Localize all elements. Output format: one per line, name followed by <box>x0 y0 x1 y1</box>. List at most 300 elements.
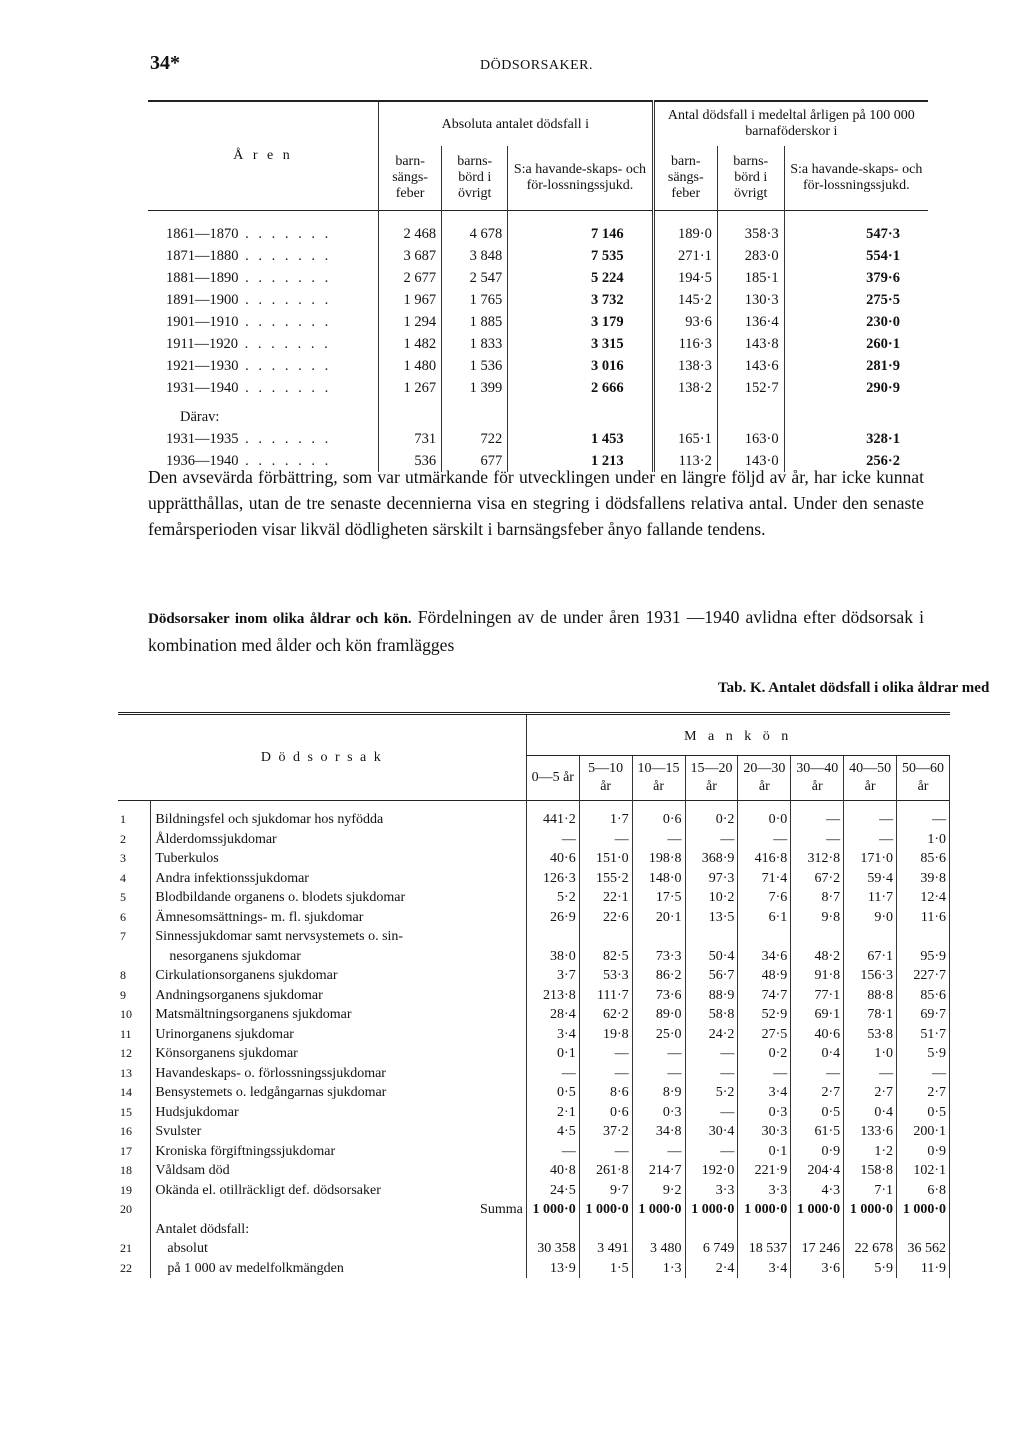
cell-5: 204·4 <box>791 1161 844 1181</box>
spacer-cell <box>148 211 379 223</box>
row-cause <box>151 1122 526 1142</box>
table-row <box>118 1181 950 1201</box>
cell-4 <box>738 927 791 947</box>
cell-7: 5·9 <box>897 1044 950 1064</box>
row-number: 19 <box>118 1181 151 1201</box>
cell-7: 85·6 <box>897 986 950 1006</box>
cell-2: — <box>632 1064 685 1084</box>
cell-2: 9·2 <box>632 1181 685 1201</box>
cell-2: 89·0 <box>632 1005 685 1025</box>
cell-1: 722 <box>442 428 508 450</box>
col-years-header: Å r e n <box>148 101 379 211</box>
cell-0: 1 000·0 <box>526 1200 579 1220</box>
cell-1: 151·0 <box>579 849 632 869</box>
cell-7: 0·5 <box>897 1103 950 1123</box>
cell-5: 0·4 <box>791 1044 844 1064</box>
table-row <box>148 355 928 377</box>
cell-0: 2 677 <box>379 267 442 289</box>
cell-7: 11·9 <box>897 1259 950 1279</box>
years-label: 1871—1880 <box>166 247 239 264</box>
cell-3: 116·3 <box>653 333 717 355</box>
cell-7: 69·7 <box>897 1005 950 1025</box>
cell-5: 281·9 <box>866 357 900 374</box>
spacer-cell <box>717 399 784 428</box>
cell-2: 17·5 <box>632 888 685 908</box>
row-cause <box>151 849 526 869</box>
cause-label: Andra infektionssjukdomar <box>155 870 309 886</box>
cell-5: — <box>791 830 844 850</box>
cell-1: 9·7 <box>579 1181 632 1201</box>
age-header-1: 5—10 år <box>579 755 632 800</box>
cell-4: 0·1 <box>738 1142 791 1162</box>
cell-0 <box>526 927 579 947</box>
cause-label: absolut <box>167 1241 208 1256</box>
cell-3: 13·5 <box>685 908 738 928</box>
cell-7: 102·1 <box>897 1161 950 1181</box>
cell-5: 4·3 <box>791 1181 844 1201</box>
cell-4: 185·1 <box>717 267 784 289</box>
darav-row <box>148 399 928 428</box>
cell-1: 3 848 <box>442 245 508 267</box>
row-cause <box>151 1142 526 1162</box>
cell-5: — <box>791 810 844 830</box>
count-label-row <box>118 1220 950 1240</box>
years-label: 1911—1920 <box>166 335 238 352</box>
cell-6: — <box>844 1064 897 1084</box>
group-men-header: M a n k ö n <box>526 714 949 756</box>
row-years <box>148 245 379 267</box>
cell-7: 11·6 <box>897 908 950 928</box>
cell-7 <box>897 927 950 947</box>
age-header-7: 50—60 år <box>897 755 950 800</box>
cell-2: 1 000·0 <box>632 1200 685 1220</box>
spacer-cell <box>579 1220 632 1240</box>
running-title: DÖDSORSAKER. <box>480 58 593 73</box>
spacer-cell <box>442 399 508 428</box>
cell-3 <box>685 927 738 947</box>
cell-7: 36 562 <box>897 1239 950 1259</box>
cell-1: 8·6 <box>579 1083 632 1103</box>
cell-0: 0·1 <box>526 1044 579 1064</box>
cell-5: 275·5 <box>866 291 900 308</box>
age-header-2: 10—15 år <box>632 755 685 800</box>
cell-2: 2 666 <box>508 377 653 399</box>
cell-3: 97·3 <box>685 869 738 889</box>
cell-6: 1·2 <box>844 1142 897 1162</box>
cell-5: 8·7 <box>791 888 844 908</box>
spacer-cell <box>717 211 784 223</box>
cell-1: 62·2 <box>579 1005 632 1025</box>
row-number: 3 <box>118 849 151 869</box>
cell-0: 5·2 <box>526 888 579 908</box>
row-cause <box>151 1103 526 1123</box>
age-header-5: 30—40 år <box>791 755 844 800</box>
cell-3: 93·6 <box>653 311 717 333</box>
spacer-cell <box>632 1220 685 1240</box>
row-years <box>148 223 379 245</box>
cell-5: 40·6 <box>791 1025 844 1045</box>
table-row <box>148 377 928 399</box>
cell-7: 51·7 <box>897 1025 950 1045</box>
cell-6: 59·4 <box>844 869 897 889</box>
cell-2: 3 480 <box>632 1239 685 1259</box>
spacer-cell <box>151 800 526 810</box>
cell-3: 58·8 <box>685 1005 738 1025</box>
cell-3: 113·2 <box>653 450 717 472</box>
cell-2: 86·2 <box>632 966 685 986</box>
row-number: 8 <box>118 966 151 986</box>
spacer-cell <box>791 1220 844 1240</box>
cell-7: 39·8 <box>897 869 950 889</box>
row-number: 12 <box>118 1044 151 1064</box>
cell-1: 111·7 <box>579 986 632 1006</box>
table-k-caption: Tab. K. Antalet dödsfall i olika åldrar med <box>718 680 990 696</box>
cell-1: 677 <box>442 450 508 472</box>
years-label: 1881—1890 <box>166 269 239 286</box>
cell-5: 17 246 <box>791 1239 844 1259</box>
cell-7: 1 000·0 <box>897 1200 950 1220</box>
cell-0: 4·5 <box>526 1122 579 1142</box>
cell-1: — <box>579 1044 632 1064</box>
cell-5: 2·7 <box>791 1083 844 1103</box>
cell-5: — <box>791 1064 844 1084</box>
row-cause <box>151 1025 526 1045</box>
row-cause <box>151 888 526 908</box>
cause-label: Havandeskaps- o. förlossningssjukdomar <box>155 1065 386 1081</box>
row-number: 16 <box>118 1122 151 1142</box>
cause-label: Ålderdomssjukdomar <box>155 831 277 847</box>
leader-dots: . . . . . . . <box>238 379 332 396</box>
row-cause <box>151 1083 526 1103</box>
row-cause <box>151 927 526 947</box>
cell-3: 0·2 <box>685 810 738 830</box>
cell-1: 1 536 <box>442 355 508 377</box>
cell-3: — <box>685 1064 738 1084</box>
cell-7: — <box>897 1064 950 1084</box>
cell-1: — <box>579 1142 632 1162</box>
cell-0: — <box>526 1064 579 1084</box>
row-number: 7 <box>118 927 151 947</box>
cell-0: — <box>526 830 579 850</box>
table-row <box>118 1064 950 1084</box>
cell-0: 13·9 <box>526 1259 579 1279</box>
subheader-2: S:a havande-skaps- och för-lossningssjukd. <box>508 146 653 211</box>
paragraph-2-lead: Dödsorsaker inom olika åldrar och kön. <box>148 611 412 627</box>
cell-2: — <box>632 1044 685 1064</box>
table-row <box>118 830 950 850</box>
row-cause <box>151 810 526 830</box>
cell-3: 138·2 <box>653 377 717 399</box>
cell-0: 1 482 <box>379 333 442 355</box>
spacer-cell <box>897 800 950 810</box>
cell-7: 95·9 <box>897 947 950 967</box>
cell-6: 11·7 <box>844 888 897 908</box>
row-years <box>148 267 379 289</box>
cell-0: 441·2 <box>526 810 579 830</box>
cell-1: 53·3 <box>579 966 632 986</box>
cell-6 <box>844 927 897 947</box>
cell-4: 1 000·0 <box>738 1200 791 1220</box>
table-row <box>118 927 950 947</box>
row-number: 10 <box>118 1005 151 1025</box>
row-cause <box>151 1200 526 1220</box>
cell-6: 22 678 <box>844 1239 897 1259</box>
leader-dots: . . . . . . . <box>238 269 332 286</box>
cause-label: Urinorganens sjukdomar <box>155 1026 294 1042</box>
cell-6: 5·9 <box>844 1259 897 1279</box>
cell-0: 24·5 <box>526 1181 579 1201</box>
row-cause <box>151 1044 526 1064</box>
cell-2: 1·3 <box>632 1259 685 1279</box>
table-row <box>118 810 950 830</box>
cell-3: 194·5 <box>653 267 717 289</box>
spacer-row <box>148 211 928 223</box>
row-number <box>118 947 151 967</box>
cell-5: 0·9 <box>791 1142 844 1162</box>
cell-0: 30 358 <box>526 1239 579 1259</box>
cell-6: — <box>844 830 897 850</box>
cell-3: — <box>685 830 738 850</box>
cell-6: 0·4 <box>844 1103 897 1123</box>
row-cause <box>151 1259 526 1279</box>
cell-4: 6·1 <box>738 908 791 928</box>
cause-label: Kroniska förgiftningssjukdomar <box>155 1143 336 1159</box>
subheader-0: barn-sängs-feber <box>379 146 442 211</box>
row-number: 11 <box>118 1025 151 1045</box>
cell-0: 28·4 <box>526 1005 579 1025</box>
cell-7: 12·4 <box>897 888 950 908</box>
cell-1: 2 547 <box>442 267 508 289</box>
cell-3: — <box>685 1044 738 1064</box>
spacer-cell <box>791 800 844 810</box>
spacer-cell <box>685 800 738 810</box>
leader-dots: . . . . . . . <box>238 313 332 330</box>
cell-4: 30·3 <box>738 1122 791 1142</box>
years-label: 1891—1900 <box>166 291 239 308</box>
cell-4: 283·0 <box>717 245 784 267</box>
cause-label: Sinnessjukdomar samt nervsystemets o. sin- <box>155 929 404 944</box>
cell-1: 4 678 <box>442 223 508 245</box>
cell-1: 3 491 <box>579 1239 632 1259</box>
row-number: 21 <box>118 1239 151 1259</box>
cell-3: 24·2 <box>685 1025 738 1045</box>
row-number: 2 <box>118 830 151 850</box>
table-row <box>118 966 950 986</box>
cell-6: 133·6 <box>844 1122 897 1142</box>
spacer-cell <box>508 211 653 223</box>
cell-7: 85·6 <box>897 849 950 869</box>
spacer-cell <box>653 211 717 223</box>
cell-4: 416·8 <box>738 849 791 869</box>
table-row <box>148 428 928 450</box>
row-number: 15 <box>118 1103 151 1123</box>
cell-0: 3 687 <box>379 245 442 267</box>
cause-label: Blodbildande organens o. blodets sjukdomar <box>155 890 406 905</box>
age-header-6: 40—50 år <box>844 755 897 800</box>
cause-label: Bildningsfel och sjukdomar hos nyfödda <box>155 812 384 827</box>
per1000-row <box>118 1259 950 1279</box>
cell-6: 1·0 <box>844 1044 897 1064</box>
leader-dots: . . . . . . . <box>238 247 332 264</box>
cell-0: 26·9 <box>526 908 579 928</box>
cell-5: 256·2 <box>866 452 900 469</box>
cell-1: 19·8 <box>579 1025 632 1045</box>
cell-2: 7 535 <box>508 245 653 267</box>
count-label: Antalet dödsfall: <box>151 1220 526 1240</box>
table-row <box>118 1142 950 1162</box>
cause-label: Matsmältningsorganens sjukdomar <box>155 1007 352 1022</box>
cell-3: 192·0 <box>685 1161 738 1181</box>
leader-dots: . . . . . . . <box>238 225 332 242</box>
cell-1: 22·1 <box>579 888 632 908</box>
group-absolute-header: Absoluta antalet dödsfall i <box>379 101 654 146</box>
cell-2: — <box>632 830 685 850</box>
years-label: 1901—1910 <box>166 313 239 330</box>
cause-label: Tuberkulos <box>155 851 219 866</box>
cell-5: 77·1 <box>791 986 844 1006</box>
row-number: 17 <box>118 1142 151 1162</box>
table-row <box>118 849 950 869</box>
spacer-cell <box>526 1220 579 1240</box>
cell-1: 1 885 <box>442 311 508 333</box>
cause-label: Andningsorganens sjukdomar <box>155 987 323 1003</box>
table-row <box>118 1025 950 1045</box>
cell-7: — <box>897 810 950 830</box>
cell-1: 22·6 <box>579 908 632 928</box>
cell-4: — <box>738 830 791 850</box>
subheader-3: barn-sängs-feber <box>653 146 717 211</box>
spacer-cell <box>526 800 579 810</box>
cell-3: 88·9 <box>685 986 738 1006</box>
cell-4: 358·3 <box>717 223 784 245</box>
table-row <box>118 1083 950 1103</box>
row-years <box>148 355 379 377</box>
years-label: 1931—1935 <box>166 430 239 447</box>
leader-dots: . . . . . . . <box>238 291 332 308</box>
cell-4: 3·4 <box>738 1083 791 1103</box>
spacer-cell <box>579 800 632 810</box>
cell-2: 7 146 <box>508 223 653 245</box>
row-cause <box>151 966 526 986</box>
years-label: 1931—1940 <box>166 379 239 396</box>
cell-3: 5·2 <box>685 1083 738 1103</box>
cell-4: 34·6 <box>738 947 791 967</box>
row-number: 1 <box>118 810 151 830</box>
cell-1: 37·2 <box>579 1122 632 1142</box>
cell-2: 3 732 <box>508 289 653 311</box>
cell-0: 0·5 <box>526 1083 579 1103</box>
cell-6: 67·1 <box>844 947 897 967</box>
cell-5: 379·6 <box>866 269 900 286</box>
table-row <box>148 245 928 267</box>
cell-5: 91·8 <box>791 966 844 986</box>
cell-4: — <box>738 1064 791 1084</box>
cell-3: 165·1 <box>653 428 717 450</box>
cell-0: 536 <box>379 450 442 472</box>
cell-2: 1 453 <box>508 428 653 450</box>
spacer-cell <box>508 399 653 428</box>
cell-2: 198·8 <box>632 849 685 869</box>
cell-4: 221·9 <box>738 1161 791 1181</box>
spacer-cell <box>784 399 928 428</box>
cell-2: 8·9 <box>632 1083 685 1103</box>
cell-2: 25·0 <box>632 1025 685 1045</box>
leader-dots: . . . . . . . <box>237 335 331 352</box>
table-row <box>118 869 950 889</box>
cell-2: 3 315 <box>508 333 653 355</box>
cause-label: nesorganens sjukdomar <box>169 948 301 964</box>
cell-3: 145·2 <box>653 289 717 311</box>
cell-1: 1 833 <box>442 333 508 355</box>
cause-label: Svulster <box>155 1124 202 1139</box>
row-number: 9 <box>118 986 151 1006</box>
cell-5: 328·1 <box>866 430 900 447</box>
table-row <box>118 986 950 1006</box>
cell-2: 73·6 <box>632 986 685 1006</box>
cell-4: 136·4 <box>717 311 784 333</box>
cell-4: 74·7 <box>738 986 791 1006</box>
cell-0: 1 967 <box>379 289 442 311</box>
cell-1: 0·6 <box>579 1103 632 1123</box>
cause-label: Summa <box>480 1202 523 1217</box>
cause-label: Bensystemets o. ledgångarnas sjukdomar <box>155 1085 387 1100</box>
cell-0: — <box>526 1142 579 1162</box>
spacer-cell <box>844 1220 897 1240</box>
cell-4: 52·9 <box>738 1005 791 1025</box>
cell-0: 3·4 <box>526 1025 579 1045</box>
cause-label: Cirkulationsorganens sjukdomar <box>155 968 338 983</box>
cell-4: 130·3 <box>717 289 784 311</box>
cell-0: 3·7 <box>526 966 579 986</box>
table-row <box>148 311 928 333</box>
cell-3: 50·4 <box>685 947 738 967</box>
cell-6: 7·1 <box>844 1181 897 1201</box>
cell-1: 1 000·0 <box>579 1200 632 1220</box>
maternal-deaths-table <box>148 100 928 472</box>
page-number: 34* <box>150 52 180 74</box>
row-years <box>148 289 379 311</box>
cell-3: 138·3 <box>653 355 717 377</box>
spacer-cell <box>632 800 685 810</box>
cell-2: 148·0 <box>632 869 685 889</box>
cell-4: 152·7 <box>717 377 784 399</box>
cell-6: 53·8 <box>844 1025 897 1045</box>
leader-dots: . . . . . . . <box>238 452 332 469</box>
cell-6: 78·1 <box>844 1005 897 1025</box>
cell-3: 2·4 <box>685 1259 738 1279</box>
cell-3: 368·9 <box>685 849 738 869</box>
table-row <box>148 267 928 289</box>
row-cause <box>151 1181 526 1201</box>
spacer-cell <box>379 399 442 428</box>
cell-4: 27·5 <box>738 1025 791 1045</box>
row-number: 14 <box>118 1083 151 1103</box>
spacer-cell <box>653 399 717 428</box>
table-row <box>118 1122 950 1142</box>
cell-7: 200·1 <box>897 1122 950 1142</box>
row-years <box>148 377 379 399</box>
cell-4: 0·2 <box>738 1044 791 1064</box>
cell-4: 3·3 <box>738 1181 791 1201</box>
cell-2: 3 016 <box>508 355 653 377</box>
row-number: 5 <box>118 888 151 908</box>
cell-1: — <box>579 830 632 850</box>
cell-5: 312·8 <box>791 849 844 869</box>
spacer-cell <box>442 211 508 223</box>
cell-1 <box>579 927 632 947</box>
years-label: 1921—1930 <box>166 357 239 374</box>
spacer-cell <box>118 1220 151 1240</box>
